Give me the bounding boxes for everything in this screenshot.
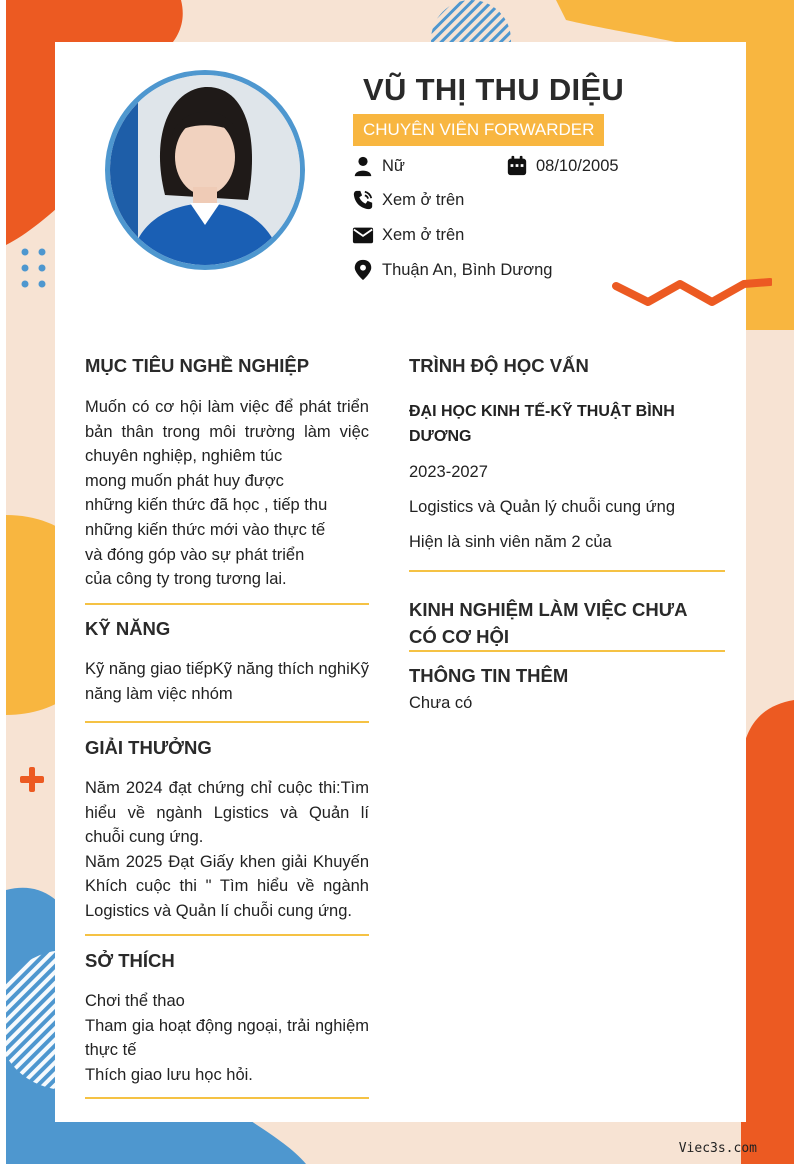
email-value: Xem ở trên — [382, 225, 465, 244]
avatar — [105, 70, 305, 270]
birthdate-value: 08/10/2005 — [536, 156, 619, 175]
objective-line: Muốn có cơ hội làm việc để phát triển bản thân trong môi trường làm việc chuyên nghiệp, nghiêm túc — [85, 398, 369, 466]
section-divider — [409, 570, 725, 572]
gender-value: Nữ — [382, 156, 405, 175]
education-title: TRÌNH ĐỘ HỌC VẤN — [409, 355, 589, 376]
envelope-icon — [352, 224, 374, 246]
education-major: Logistics và Quản lý chuỗi cung ứng — [409, 498, 676, 516]
birthdate-row — [506, 155, 619, 177]
zigzag-decoration — [612, 276, 772, 310]
hobbies-list — [85, 989, 369, 1087]
objective-line: của công ty trong tương lai. — [85, 570, 287, 589]
skills-title: KỸ NĂNG — [85, 618, 171, 639]
experience-title: KINH NGHIỆM LÀM VIỆC CHƯA CÓ CƠ HỘI — [409, 599, 687, 647]
objective-title: MỤC TIÊU NGHỀ NGHIỆP — [85, 355, 310, 376]
phone-icon — [352, 189, 374, 211]
hobby-item: Tham gia hoạt động ngoại, trải nghiệm thực tế — [85, 1016, 369, 1060]
watermark: Viec3s.com — [678, 1141, 757, 1156]
job-title-badge: CHUYÊN VIÊN FORWARDER — [353, 114, 604, 146]
award-item: Năm 2025 Đạt Giấy khen giải Khuyến Khích cuộc thi " Tìm hiểu về ngành Logistics và Quản lí chuỗi cung ứng. — [85, 852, 369, 920]
phone-value: Xem ở trên — [382, 190, 465, 209]
section-divider — [409, 650, 725, 652]
school-name: ĐẠI HỌC KINH TẾ-KỸ THUẬT BÌNH DƯƠNG — [409, 403, 675, 445]
orange-blob-right — [741, 700, 794, 1164]
awards-title: GIẢI THƯỞNG — [85, 737, 212, 758]
objective-line: và đóng góp vào sự phát triển — [85, 545, 305, 564]
section-divider — [85, 1097, 369, 1099]
additional-info-title: THÔNG TIN THÊM — [409, 665, 569, 686]
gender-row — [352, 155, 405, 177]
calendar-icon — [506, 155, 528, 177]
phone-row — [352, 189, 464, 211]
plus-sign-h — [20, 776, 44, 783]
education-period: 2023-2027 — [409, 463, 488, 481]
objective-paragraph — [85, 395, 369, 592]
section-divider — [85, 603, 369, 605]
section-divider — [85, 934, 369, 936]
awards-list — [85, 776, 369, 924]
skills-text: Kỹ năng giao tiếpKỹ năng thích nghiKỹ năng làm việc nhóm — [85, 660, 369, 703]
location-pin-icon — [352, 259, 374, 281]
candidate-name: VŨ THỊ THU DIỆU — [363, 72, 625, 107]
award-item: Năm 2024 đạt chứng chỉ cuộc thi:Tìm hiểu về ngành Lgistics và Quản lí chuỗi cung ứng. — [85, 779, 369, 847]
hobby-item: Thích giao lưu học hỏi. — [85, 1065, 253, 1084]
resume-background — [6, 0, 794, 1164]
address-row — [352, 259, 552, 281]
section-divider — [85, 721, 369, 723]
person-icon — [352, 155, 374, 177]
hobby-item: Chơi thể thao — [85, 992, 185, 1010]
address-value: Thuận An, Bình Dương — [382, 260, 553, 279]
portrait-photo — [110, 75, 300, 265]
email-row — [352, 224, 464, 246]
hobbies-title: SỞ THÍCH — [85, 950, 175, 971]
objective-line: những kiến thức mới vào thực tế — [85, 520, 326, 539]
objective-line: những kiến thức đã học , tiếp thu — [85, 496, 328, 515]
additional-info-text: Chưa có — [409, 694, 473, 712]
education-note: Hiện là sinh viên năm 2 của — [409, 533, 612, 551]
objective-line: mong muốn phát huy được — [85, 471, 284, 490]
